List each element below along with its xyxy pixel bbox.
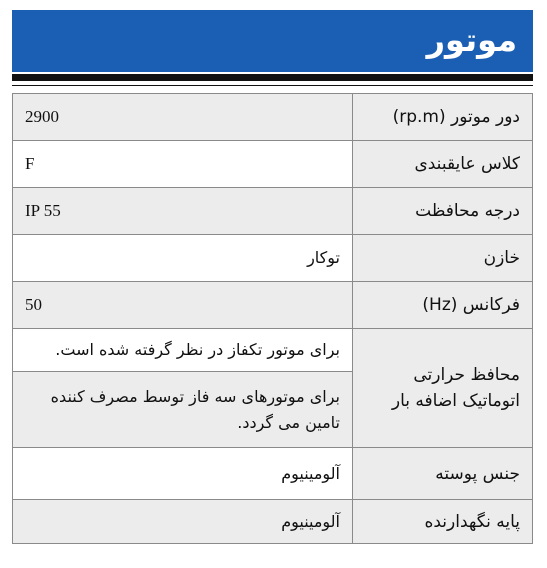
row-label-protection-degree: درجه محافظت xyxy=(353,188,533,235)
table-row xyxy=(13,141,533,188)
row-value-mounting-base: آلومینیوم xyxy=(13,500,353,544)
table-row xyxy=(13,94,533,141)
row-label-frequency: فرکانس (Hz) xyxy=(353,282,533,329)
table-row xyxy=(13,188,533,235)
row-label-housing-material: جنس پوسته xyxy=(353,448,533,500)
row-value-speed: 2900 xyxy=(13,94,353,141)
row-label-mounting-base: پایه نگهدارنده xyxy=(353,500,533,544)
row-value-capacitor: توکار xyxy=(13,235,353,282)
row-label-speed: دور موتور (rp.m) xyxy=(353,94,533,141)
row-value-insulation-class: F xyxy=(13,141,353,188)
row-label-capacitor: خازن xyxy=(353,235,533,282)
header-divider-thick xyxy=(12,74,533,81)
row-value-thermal-protector-three-phase: برای موتورهای سه فاز توسط مصرف کننده تامین می گردد. xyxy=(13,372,353,448)
row-value-protection-degree: IP 55 xyxy=(13,188,353,235)
row-value-frequency: 50 xyxy=(13,282,353,329)
table-row xyxy=(13,500,533,544)
row-label-insulation-class: کلاس عایقبندی xyxy=(353,141,533,188)
table-row xyxy=(13,235,533,282)
row-value-housing-material: آلومینیوم xyxy=(13,448,353,500)
header-divider-thin xyxy=(12,85,533,86)
section-header xyxy=(12,10,533,72)
motor-spec-table xyxy=(12,93,533,544)
table-row xyxy=(13,329,533,372)
table-row xyxy=(13,282,533,329)
row-label-thermal-protector: محافظ حرارتی اتوماتیک اضافه بار xyxy=(353,329,533,448)
section-title: موتور xyxy=(426,21,517,59)
table-row xyxy=(13,448,533,500)
row-value-thermal-protector-single-phase: برای موتور تکفاز در نظر گرفته شده است. xyxy=(13,329,353,372)
